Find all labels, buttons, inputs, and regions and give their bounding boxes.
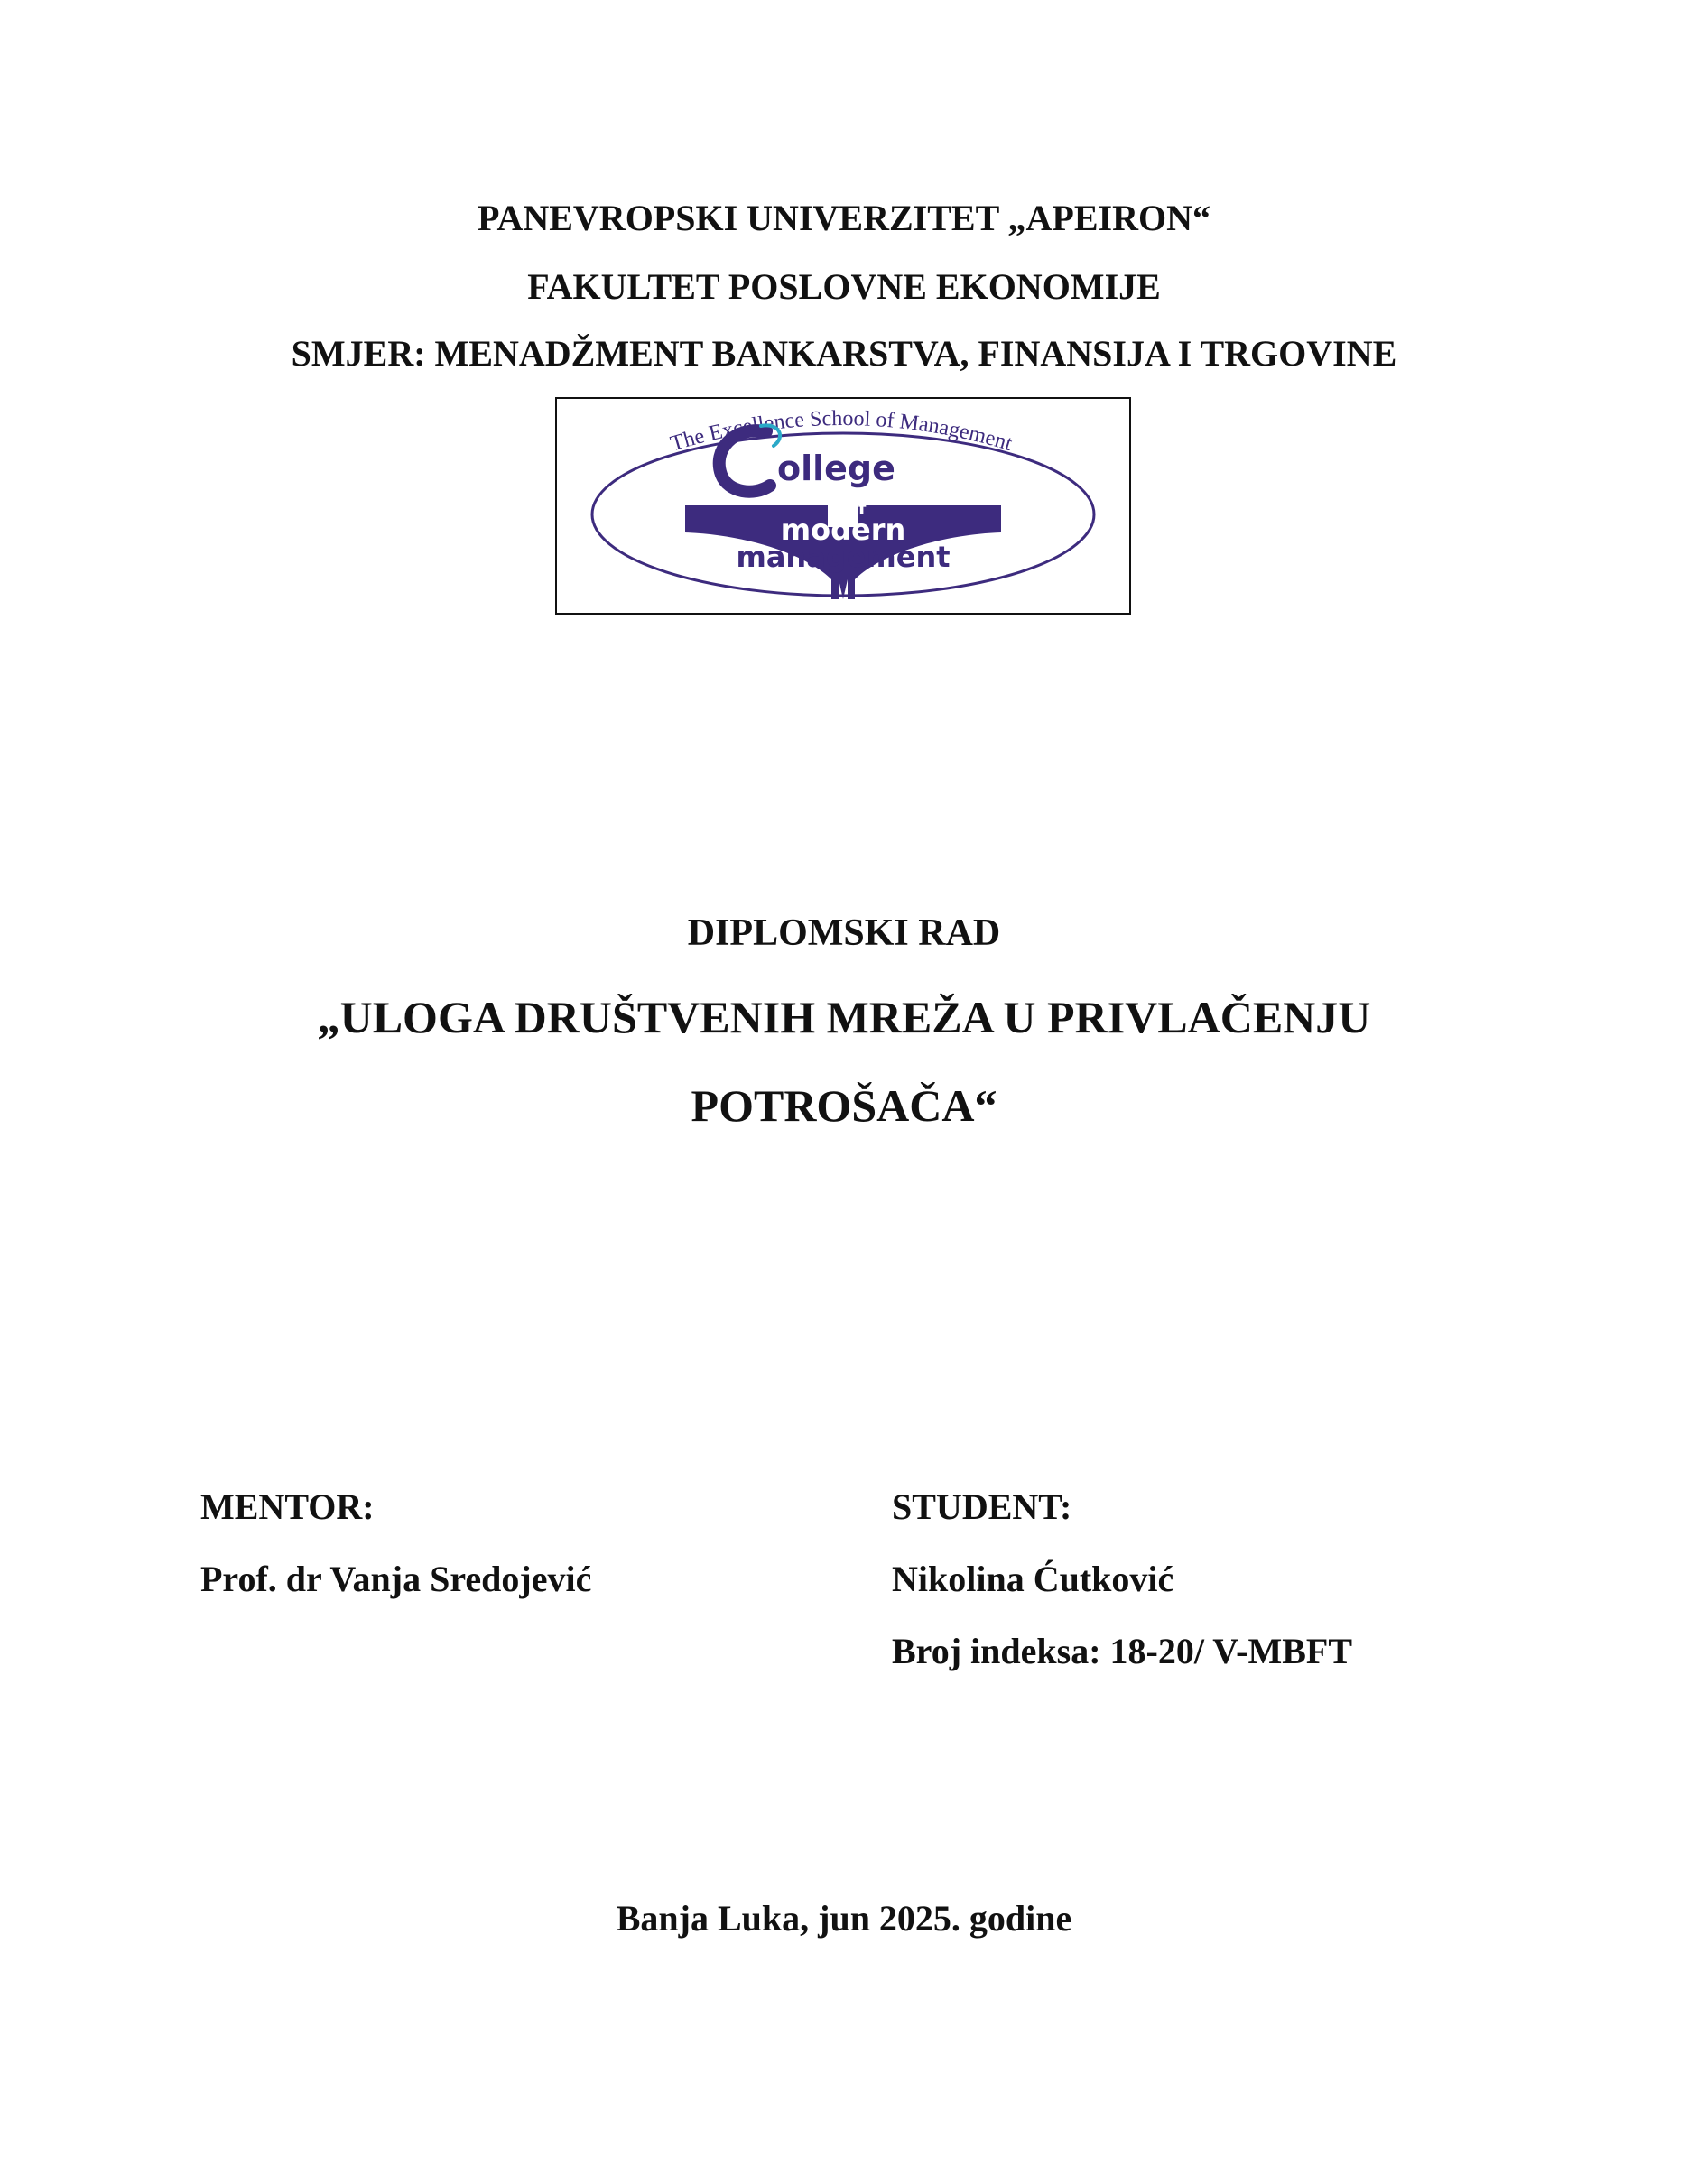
mentor-name: Prof. dr Vanja Sredojević: [200, 1559, 592, 1599]
logo-word-college: ollege: [777, 449, 895, 488]
student-index: Broj indeksa: 18-20/ V-MBFT: [892, 1631, 1353, 1671]
study-program: SMJER: MENADŽMENT BANKARSTVA, FINANSIJA I TRGOVINE: [291, 333, 1397, 374]
thesis-type: DIPLOMSKI RAD: [687, 912, 1001, 954]
mentor-label: MENTOR:: [200, 1486, 375, 1527]
college-logo: [555, 397, 1131, 615]
university-name: PANEVROPSKI UNIVERZITET „APEIRON“: [478, 198, 1210, 238]
thesis-title-line2: POTROŠAČA“: [691, 1080, 997, 1131]
logo-word-of: of: [846, 497, 867, 519]
thesis-title-line1: „ULOGA DRUŠTVENIH MREŽA U PRIVLAČENJU: [317, 992, 1371, 1042]
student-name: Nikolina Ćutković: [892, 1559, 1174, 1599]
faculty-name: FAKULTET POSLOVNE EKONOMIJE: [527, 266, 1161, 307]
logo-arc-text: The Excellence School of Management: [667, 406, 1016, 457]
logo-word-modern: modern: [780, 513, 906, 547]
place-and-date: Banja Luka, jun 2025. godine: [616, 1898, 1072, 1939]
mentor-block: [200, 1471, 591, 1615]
logo-word-management: management: [736, 540, 951, 574]
student-label: STUDENT:: [892, 1486, 1072, 1527]
student-block: [892, 1471, 1352, 1688]
